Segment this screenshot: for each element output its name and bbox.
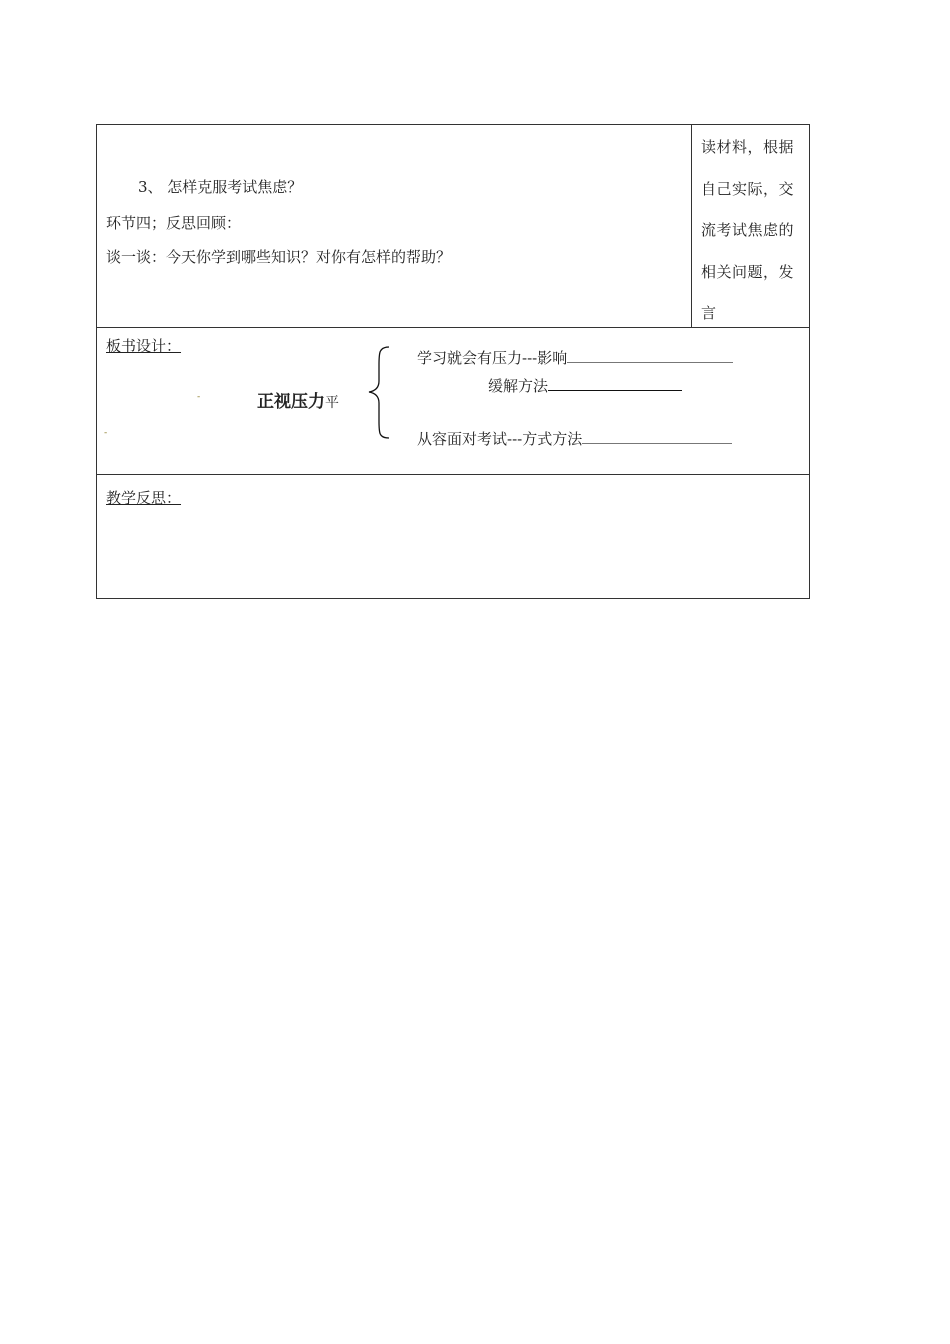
activity-row: [97, 125, 809, 328]
board-design-label: 板书设计：: [106, 337, 182, 355]
board-branch-1-text: 学习就会有压力---影响: [417, 349, 568, 367]
board-center-title: [257, 387, 339, 412]
board-branch-1: [417, 347, 733, 368]
board-branch-2-text: 缓解方法: [488, 377, 549, 395]
board-center-title-suffix: 平: [325, 395, 339, 411]
board-branch-3: [417, 428, 732, 449]
question-line: 3、 怎样克服考试焦虑？: [138, 178, 303, 196]
board-branch-3-text: 从容面对考试---方式方法: [417, 430, 583, 448]
side-note: 读材料，根据自己实际，交流考试焦虑的相关问题，发言: [701, 138, 795, 322]
blank-line: [582, 429, 732, 444]
curly-brace-icon: [365, 345, 395, 440]
tick-mark: -: [104, 428, 108, 438]
board-center-title-text: 正视压力: [257, 392, 325, 412]
board-branch-2: [488, 375, 682, 396]
blank-line: [567, 348, 733, 363]
section-title: 环节四；反思回顾：: [106, 214, 242, 232]
board-design-row: [97, 328, 809, 475]
discussion-line: 谈一谈：今天你学到哪些知识？对你有怎样的帮助？: [106, 248, 452, 266]
blank-line: [548, 376, 682, 391]
lesson-table: [96, 124, 810, 599]
reflection-label: 教学反思：: [106, 489, 182, 507]
tick-mark: -: [197, 392, 201, 402]
activity-content-cell: [97, 125, 692, 327]
student-activity-cell: [692, 125, 809, 327]
reflection-row: [97, 475, 809, 598]
